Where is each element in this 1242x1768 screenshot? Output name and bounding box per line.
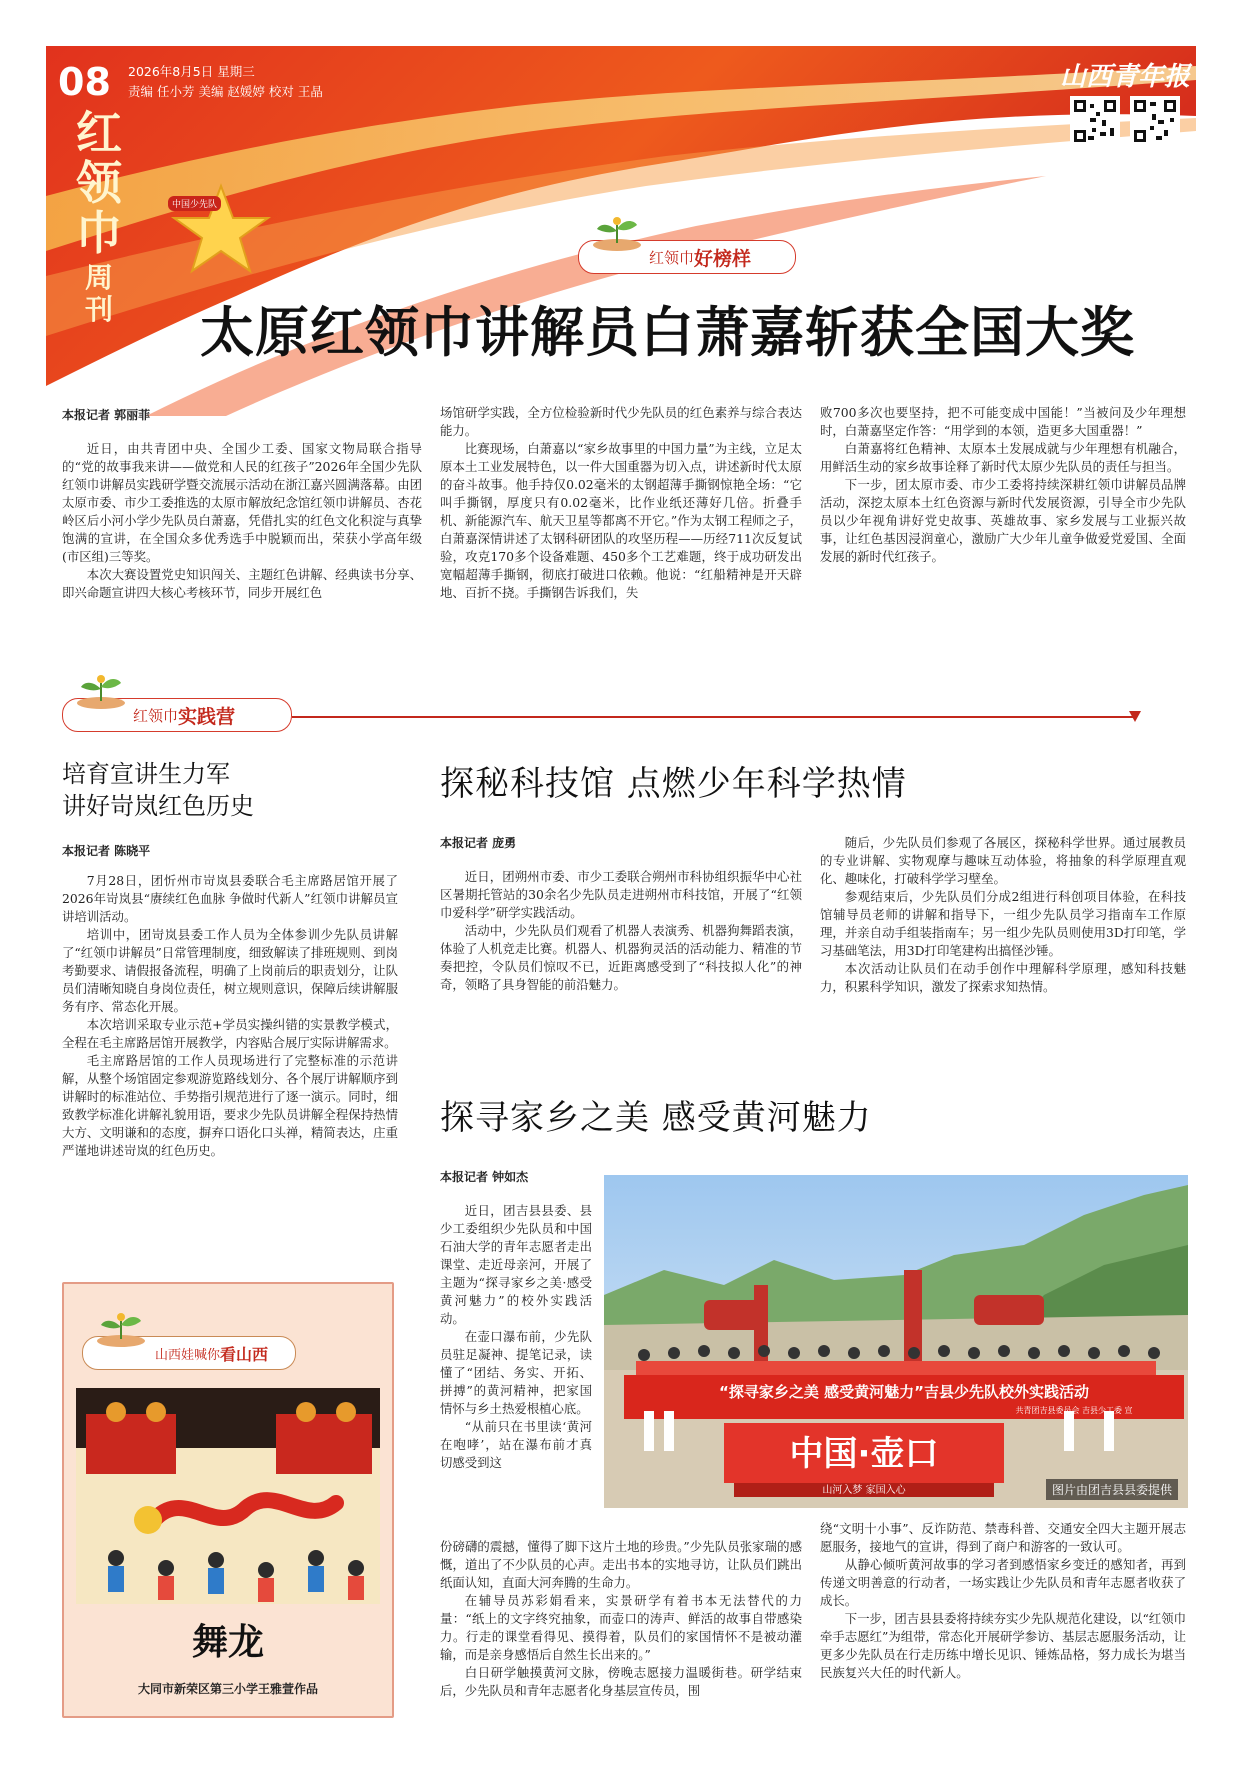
photo-banner-sub: 共青团吉县委员会 吉县少工委 宣: [1015, 1406, 1133, 1415]
section-main: 看山西: [220, 1344, 269, 1364]
paragraph: 比赛现场，白萧嘉以“家乡故事里的中国力量”为主线，立足太原本土工业发展特色，以一件大国重器为切入点，讲述新时代太原的奋斗故事。他手持仅0.02毫米的太钢超薄手撕钢惊艳全场：“它叫手撕钢，厚度只有0.02毫米，比作业纸还薄好几倍。折叠手机、新能源汽车、航天卫星等都离不开它。”作为太钢工程师之子，白萧嘉深情讲述了太钢科研团队的攻坚历程——历经711次反复试验，攻克170多个设备难题、450多个工艺难题，终于成功研发出宽幅超薄手撕钢，彻底打破进口依赖。他说：“红船精神是开天辟地、百折不挠。手撕钢告诉我们，失: [440, 441, 802, 600]
paragraph: 本次培训采取专业示范+学员实操纠错的实景教学模式，全程在毛主席路居馆开展教学，内容贴合展厅实际讲解需求。: [62, 1017, 398, 1050]
paragraph: 近日，团吉县县委、县少工委组织少先队员和中国石油大学的青年志愿者走出课堂、走近母亲河，开展了主题为“探寻家乡之美·感受黄河魅力”的校外实践活动。: [440, 1203, 592, 1326]
masthead-logo: 山西青年报: [1060, 62, 1191, 92]
article-column: [820, 404, 1186, 632]
art-title: 舞龙: [191, 1621, 264, 1663]
paragraph: 在辅导员苏彩娟看来，实景研学有着书本无法替代的力量：“纸上的文字终究抽象，而壶口的涛声、鲜活的故事自带感染力。行走的课堂看得见、摸得着，队员们的家国情怀不是被动灌输，而是亲身感悟后自然生长出来的。”: [440, 1593, 802, 1662]
article-title: 探寻家乡之美 感受黄河魅力: [440, 1098, 872, 1138]
paragraph: 绕“文明十小事”、反诈防范、禁毒科普、交通安全四大主题开展志愿服务，接地气的宣讲，得到了商户和游客的一致认可。: [820, 1521, 1186, 1554]
article-column: [440, 868, 802, 1084]
title-line: 讲好岢岚红色历史: [62, 792, 254, 821]
byline: 本报记者 陈晓平: [62, 844, 151, 858]
column-title-vertical: [64, 106, 134, 326]
section-label-see-shanxi: [82, 1336, 296, 1370]
vchar: 领: [76, 156, 122, 210]
paragraph: 败700多次也要坚持，把不可能变成中国能！”当被问及少年理想时，白萧嘉坚定作答：“用学到的本领，造更多大国重器！”: [820, 405, 1186, 438]
section-main: 实践营: [178, 705, 236, 728]
paragraph: 本次大赛设置党史知识闯关、主题红色讲解、经典读书分享、即兴命题宣讲四大核心考核环节，同步开展红色: [62, 567, 422, 600]
arrow-down-icon: [1128, 710, 1142, 724]
paragraph: 场馆研学实践，全方位检验新时代少先队员的红色素养与综合表达能力。: [440, 405, 802, 438]
sprout-icon: [73, 669, 129, 709]
page-number: 08: [58, 60, 111, 104]
sprout-icon: [589, 211, 645, 251]
vchar: 巾: [76, 206, 122, 260]
paragraph: 毛主席路居馆的工作人员现场进行了完整标准的示范讲解，从整个场馆固定参观游览路线划分、各个展厅讲解顺序到讲解时的标准站位、手势指引规范进行了逐一演示。同时，细致教学标准化讲解礼貌用语，要求少先队员讲解全程保持热情大方、文明谦和的态度，摒弃口语化口头禅，精简表达，庄重严谨地讲述岢岚的红色历史。: [62, 1053, 398, 1158]
byline: 本报记者 钟如杰: [440, 1170, 529, 1184]
paragraph: 下一步，团太原市委、市少工委将持续深耕红领巾讲解员品牌活动，深挖太原本土红色资源与新时代发展资源，引导全市少先队员以少年视角讲好党史故事、英雄故事、家乡发展与工业振兴故事，让红色基因浸润童心，激励广大少年儿童争做爱党爱国、全面发展的新时代红孩子。: [820, 477, 1186, 564]
qr-code-icon: [1070, 96, 1120, 146]
paragraph: 白萧嘉将红色精神、太原本土发展成就与少年理想有机融合，用鲜活生动的家乡故事诠释了新时代太原少先队员的责任与担当。: [820, 441, 1186, 474]
paragraph: 从静心倾听黄河故事的学习者到感悟家乡变迁的感知者，再到传递文明善意的行动者，一场实践让少先队员和青年志愿者收获了成长。: [820, 1557, 1186, 1608]
art-card: [62, 1282, 394, 1718]
article-column: [820, 1520, 1186, 1736]
vchar: 刊: [84, 293, 113, 326]
paragraph: 近日，由共青团中央、全国少工委、国家文物局联合指导的“党的故事我来讲——做党和人民的红孩子”2026年全国少先队红领巾讲解员实践研学暨交流展示活动在浙江嘉兴圆满落幕。由团太原市委、市少工委推选的太原市解放纪念馆红领巾讲解员、杏花岭区后小河小学少先队员白萧嘉，凭借扎实的红色文化积淀与真挚饱满的宣讲，在全国众多优秀选手中脱颖而出，荣获小学高年级(市区组)三等奖。: [62, 441, 422, 564]
photo-caption: 图片由团吉县县委提供: [1046, 1479, 1178, 1500]
qr-code-icon: [1130, 96, 1180, 146]
paragraph: 在壶口瀑布前，少先队员驻足凝神、提笔记录，读懂了“团结、务实、开拓、拼搏”的黄河精神，把家国情怀与乡土热爱根植心底。: [440, 1329, 592, 1416]
date-line: 2026年8月5日 星期三: [128, 64, 255, 79]
article-column: [440, 1538, 802, 1736]
section-divider: [292, 716, 1137, 718]
paragraph: 7月28日，团忻州市岢岚县委联合毛主席路居馆开展了2026年岢岚县“赓续红色血脉 争做时代新人”红领巾讲解员宣讲培训活动。: [62, 873, 398, 924]
paragraph: 参观结束后，少先队员们分成2组进行科创项目体验，在科技馆辅导员老师的讲解和指导下，一组少先队员学习指南车工作原理，并亲自动手组装指南车；另一组少先队员则使用3D打印笔，学习基础笔法，用3D打印笔建构出搞怪沙锤。: [820, 889, 1186, 958]
byline: 本报记者 郭丽菲: [62, 408, 151, 422]
paragraph: 本次活动让队员们在动手创作中理解科学原理，感知科技魅力，积累科学知识，激发了探索求知热情。: [820, 961, 1186, 994]
section-prefix: 红领巾: [649, 248, 695, 267]
article-column: [62, 872, 398, 1232]
photo-banner-text: “探寻家乡之美 感受黄河魅力”吉县少先队校外实践活动: [719, 1383, 1089, 1401]
paragraph: 活动中，少先队员们观看了机器人表演秀、机器狗舞蹈表演，体验了人机竞走比赛。机器人、机器狗灵活的活动能力、精准的节奏把控，令队员们惊叹不已，近距离感受到了“科技拟人化”的神奇，领略了具身智能的前沿魅力。: [440, 923, 802, 992]
art-credit: 大同市新荣区第三小学王雅萱作品: [137, 1682, 318, 1696]
vchar: 红: [76, 106, 122, 160]
staff-line: 责编 任小芳 美编 赵媛婷 校对 王晶: [128, 84, 323, 99]
children-artwork: [76, 1388, 380, 1604]
article-title: [62, 758, 254, 823]
paragraph: 下一步，团吉县县委将持续夯实少先队规范化建设，以“红领巾牵手志愿红”为组带，常态化开展研学参访、基层志愿服务活动，让更多少先队员在行走历练中增长见识、锤炼品格，努力成长为堪当民族复兴大任的时代新人。: [820, 1611, 1186, 1680]
title-line: 培育宣讲生力军: [62, 760, 230, 788]
paragraph: 随后，少先队员们参观了各展区，探秘科学世界。通过展教员的专业讲解、实物观摩与趣味互动体验，将抽象的科学原理直观化、趣味化，打破科学学习壁垒。: [820, 835, 1186, 886]
byline: 本报记者 庞勇: [440, 836, 517, 850]
event-photo: [604, 1175, 1188, 1508]
photo-sign-text: 中国·壶口: [789, 1434, 939, 1474]
sprout-icon: [93, 1307, 149, 1347]
paragraph: 份磅礴的震撼，懂得了脚下这片土地的珍贵。”少先队员张家瑞的感慨，道出了不少队员的心声。走出书本的实地寻访，让队员们跳出纸面认知，直面大河奔腾的生命力。: [440, 1539, 802, 1590]
article-column: [820, 834, 1186, 1084]
photo-sign-sub: 山河入梦 家国入心: [822, 1485, 906, 1496]
section-main: 好榜样: [694, 247, 752, 270]
vchar: 周: [84, 261, 113, 294]
article-column: [62, 440, 422, 632]
paragraph: 培训中，团岢岚县委工作人员为全体参训少先队员讲解了“红领巾讲解员”日常管理制度，细致解读了排班规则、到岗考勤要求、请假报备流程，明确了上岗前后的职责划分，让队员们清晰知晓自身岗位责任，树立规则意识，保障后续讲解服务有序、常态化开展。: [62, 927, 398, 1014]
article-column: [440, 1202, 592, 1538]
paragraph: 近日，团朔州市委、市少工委联合朔州市科协组织振华中心社区暑期托管站的30余名少先队员走进朔州市科技馆，开展了“红领巾爱科学”研学实践活动。: [440, 869, 802, 920]
section-prefix: 山西娃喊你: [155, 1347, 221, 1363]
pioneer-badge: 中国少先队: [168, 196, 221, 211]
article-column: [440, 404, 802, 632]
headline-main: 太原红领巾讲解员白萧嘉斩获全国大奖: [200, 300, 1135, 364]
section-prefix: 红领巾: [133, 706, 179, 725]
paragraph: “从前只在书里读‘黄河在咆哮’，站在瀑布前才真切感受到这: [440, 1419, 592, 1470]
article-title: 探秘科技馆 点燃少年科学热情: [440, 764, 907, 804]
section-label-practice-camp: [62, 698, 292, 732]
paragraph: 白日研学触摸黄河文脉，傍晚志愿接力温暖街巷。研学结束后，少先队员和青年志愿者化身基层宣传员，围: [440, 1665, 802, 1698]
section-label-role-model: [578, 240, 796, 274]
